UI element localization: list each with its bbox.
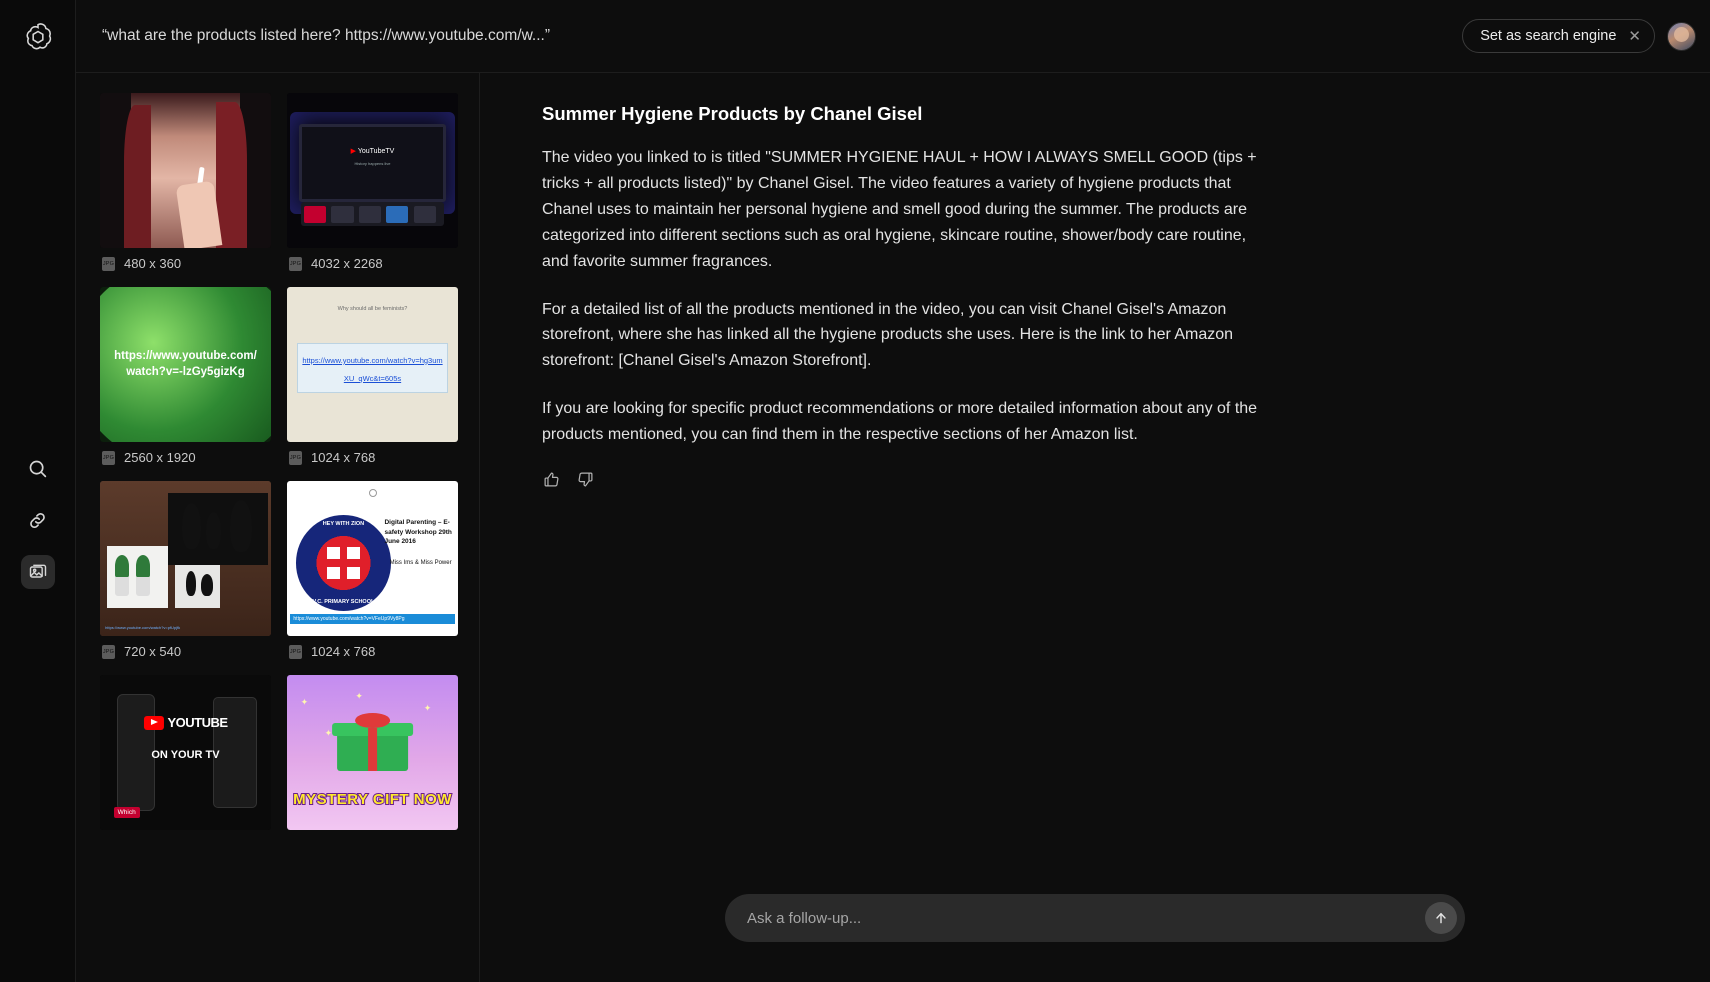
thumbnail-meta: [287, 248, 458, 277]
thumbnail-dimensions: 1024 x 768: [311, 450, 376, 465]
thumbnail-item[interactable]: [100, 287, 271, 471]
set-as-search-engine-button[interactable]: [1462, 19, 1655, 53]
answer-paragraph: For a detailed list of all the products mentioned in the video, you can visit Chanel Gisel's Amazon storefront, where she has linked all the hygiene products she uses. Here is the link to her Amazon storefront: [Chanel Gisel's Amazon Storefront].: [542, 300, 1234, 370]
send-arrow-icon[interactable]: [1425, 902, 1457, 934]
feedback-row: [542, 470, 1260, 488]
answer-content: [480, 103, 1300, 488]
file-type-badge: JPG: [102, 645, 115, 659]
thumbnail-item[interactable]: [100, 481, 271, 665]
thumbnail-image[interactable]: ✦ ✦ ✦ ✦ MYSTERY GIFT NOW: [287, 675, 458, 830]
thumbnail-dimensions: 2560 x 1920: [124, 450, 196, 465]
thumbnail-item[interactable]: [287, 481, 458, 665]
main-column: [76, 0, 1710, 982]
thumbnail-meta: [287, 636, 458, 665]
thumbnail-item[interactable]: [287, 93, 458, 277]
images-icon[interactable]: [21, 555, 55, 589]
close-icon[interactable]: ✕: [1628, 27, 1641, 45]
follow-up-composer[interactable]: [725, 894, 1465, 942]
thumbnail-item[interactable]: [100, 675, 271, 830]
file-type-badge: JPG: [289, 645, 302, 659]
composer-area: [480, 894, 1710, 982]
file-type-badge: JPG: [102, 451, 115, 465]
file-type-badge: JPG: [289, 451, 302, 465]
thumbnail-image[interactable]: [287, 287, 458, 442]
thumbnail-panel[interactable]: [76, 73, 480, 982]
slide-subheading: Miss Ims & Miss Power: [389, 559, 452, 566]
thumbnail-subtitle: ON YOUR TV: [151, 749, 220, 762]
thumbnail-image[interactable]: [100, 481, 271, 636]
rail-tool-group: [21, 451, 55, 589]
user-avatar[interactable]: [1667, 22, 1696, 51]
thumbnail-dimensions: 480 x 360: [124, 256, 182, 271]
thumbnail-item[interactable]: [287, 287, 458, 471]
slide-link: https://www.youtube.com/watch?v=VFeUp9Vy8Pg: [290, 614, 454, 624]
badge-bottom-text: V.C. PRIMARY SCHOOL: [312, 599, 375, 606]
thumbs-down-icon[interactable]: [576, 470, 594, 488]
thumbs-up-icon[interactable]: [542, 470, 560, 488]
thumbnail-title: MYSTERY GIFT NOW: [293, 791, 452, 809]
thumbnail-item[interactable]: [100, 93, 271, 277]
content-area: [76, 73, 1710, 982]
top-bar: [76, 0, 1710, 73]
top-bar-actions: [1462, 19, 1696, 53]
file-type-badge: JPG: [102, 257, 115, 271]
thumbnail-image[interactable]: [287, 481, 458, 636]
thumbnail-grid: [100, 93, 455, 830]
thumbnail-caption: https://www.youtube.com/watch?v=-lzGy5gizKg: [114, 349, 257, 378]
link-icon[interactable]: [21, 503, 55, 537]
thumbnail-dimensions: 720 x 540: [124, 644, 182, 659]
search-icon[interactable]: [21, 451, 55, 485]
thumbnail-image[interactable]: [100, 93, 271, 248]
left-rail: [0, 0, 76, 982]
follow-up-input[interactable]: [747, 910, 1425, 927]
thumbnail-image[interactable]: [100, 675, 271, 830]
badge-top-text: HEY WITH ZION: [322, 520, 365, 527]
thumbnail-dimensions: 1024 x 768: [311, 644, 376, 659]
thumbnail-meta: [100, 636, 271, 665]
thumbnail-image[interactable]: ▶ YouTubeTV History happens live: [287, 93, 458, 248]
set-as-search-engine-label: Set as search engine: [1480, 28, 1617, 44]
slide-heading: Digital Parenting – E-safety Workshop 29th June 2016: [384, 519, 452, 546]
slide-heading: Why should all be feminists?: [337, 305, 408, 312]
openai-logo-icon[interactable]: [18, 18, 58, 58]
thumbnail-meta: [100, 248, 271, 277]
query-text: “what are the products listed here? https://www.youtube.com/w...”: [102, 27, 550, 44]
thumbnail-tag: Which: [114, 807, 140, 818]
slide-link: https://www.youtube.com/watch?v=pfUpjfk: [105, 624, 181, 630]
answer-panel: [480, 73, 1710, 982]
thumbnail-meta: [100, 442, 271, 471]
file-type-badge: JPG: [289, 257, 302, 271]
answer-paragraph: If you are looking for specific product recommendations or more detailed information about any of the products mentioned, you can find them in the respective sections of her Amazon list.: [542, 400, 1258, 444]
slide-link: https://www.youtube.com/watch?v=hg3umXU_qWc&t=605s: [302, 355, 443, 383]
thumbnail-meta: [287, 442, 458, 471]
answer-paragraph: The video you linked to is titled "SUMMER HYGIENE HAUL + HOW I ALWAYS SMELL GOOD (tips + tricks + all products listed)" by Chanel Gisel. The video features a variety of hygiene products that Chanel uses to maintain her personal hygiene and smell good during the summer. The products are categorized into different sections such as oral hygiene, skincare routine, shower/body care routine, and favorite summer fragrances.: [542, 149, 1257, 270]
thumbnail-image[interactable]: [100, 287, 271, 442]
thumbnail-title: YOUTUBE: [167, 715, 228, 731]
thumbnail-dimensions: 4032 x 2268: [311, 256, 383, 271]
thumbnail-item[interactable]: [287, 675, 458, 830]
answer-title: Summer Hygiene Products by Chanel Gisel: [542, 103, 923, 124]
